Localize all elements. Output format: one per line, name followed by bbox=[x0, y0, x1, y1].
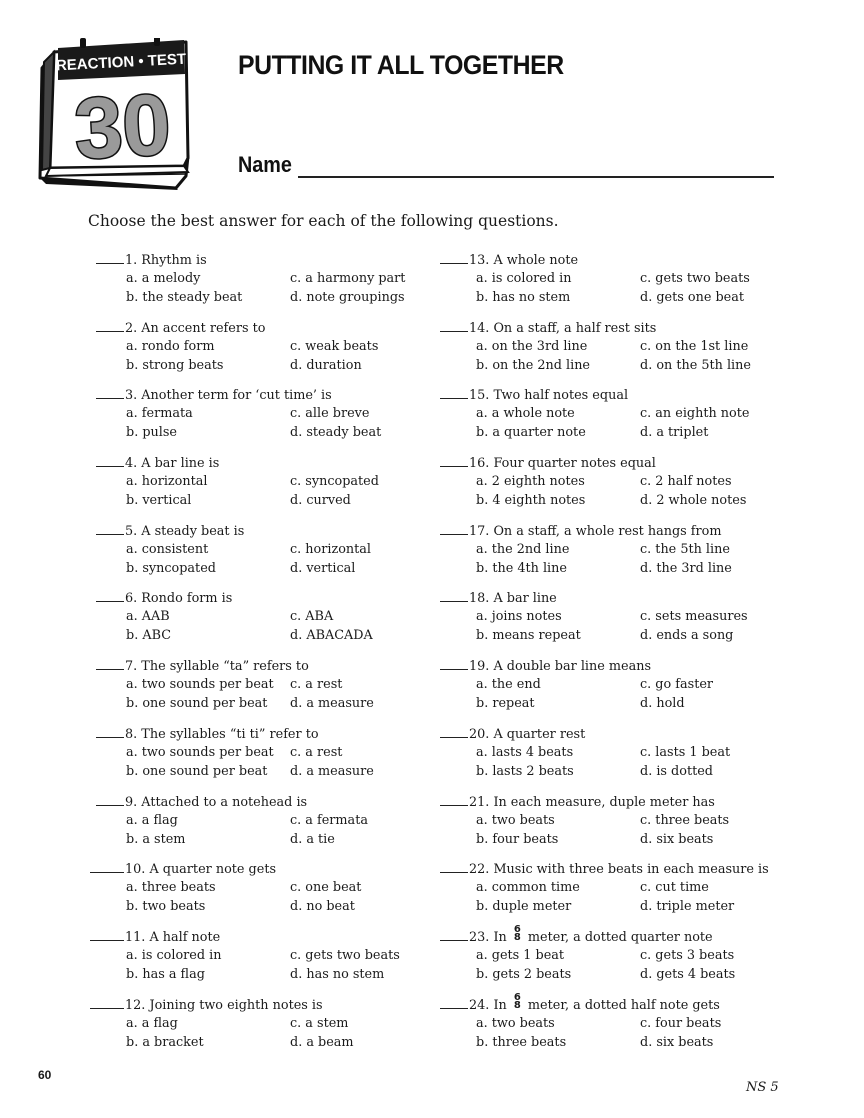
question-number: 21. bbox=[469, 794, 490, 810]
question-stem: Joining two eighth notes is bbox=[149, 997, 323, 1013]
question-stem: In bbox=[493, 997, 507, 1013]
question-stem: On a staff, a half rest sits bbox=[493, 320, 657, 336]
answer-blank[interactable] bbox=[440, 724, 468, 738]
option-b: b. two beats bbox=[126, 899, 206, 915]
option-d: d. is dotted bbox=[640, 763, 714, 779]
option-d: d. a beam bbox=[290, 1034, 354, 1050]
question-stem: A steady beat is bbox=[141, 523, 245, 539]
option-c: c. gets two beats bbox=[640, 271, 750, 286]
question-7 bbox=[90, 656, 470, 724]
question-stem: Four quarter notes equal bbox=[493, 456, 656, 472]
option-a: a. horizontal bbox=[126, 474, 208, 490]
option-a: a. is colored in bbox=[126, 947, 222, 963]
question-10 bbox=[90, 859, 470, 927]
six-eight-time-signature: 6 8 bbox=[513, 924, 521, 944]
question-number: 23. bbox=[469, 929, 490, 945]
answer-blank[interactable] bbox=[440, 927, 468, 941]
question-stem: In each measure, duple meter has bbox=[493, 794, 715, 810]
answer-blank[interactable] bbox=[96, 588, 124, 602]
page-number: 60 bbox=[38, 1068, 52, 1082]
footer-code: NS 5 bbox=[746, 1080, 779, 1095]
option-d: d. steady beat bbox=[290, 425, 382, 441]
question-stem: A double bar line means bbox=[493, 659, 652, 675]
option-b: b. duple meter bbox=[476, 899, 572, 915]
option-b: b. on the 2nd line bbox=[476, 357, 591, 373]
option-a: a. three beats bbox=[126, 880, 216, 896]
option-c: c. a stem bbox=[290, 1015, 349, 1031]
option-c: c. on the 1st line bbox=[640, 338, 749, 354]
question-24 bbox=[440, 992, 820, 1063]
question-stem: In bbox=[493, 929, 507, 945]
option-b: b. four beats bbox=[476, 831, 559, 847]
option-c: c. syncopated bbox=[290, 474, 379, 490]
question-number: 10. bbox=[125, 862, 146, 878]
question-stem: Two half notes equal bbox=[493, 388, 629, 404]
option-a: a. two sounds per beat bbox=[126, 677, 274, 693]
question-number: 12. bbox=[125, 997, 146, 1013]
option-c: c. four beats bbox=[640, 1015, 722, 1031]
option-b: b. the 4th line bbox=[476, 560, 567, 576]
question-number: 4. bbox=[125, 456, 138, 472]
option-d: d. no beat bbox=[290, 899, 355, 915]
option-c: c. a fermata bbox=[290, 812, 368, 828]
question-stem: On a staff, a whole rest hangs from bbox=[493, 523, 722, 539]
option-d: d. on the 5th line bbox=[640, 357, 751, 373]
option-c: c. horizontal bbox=[290, 541, 372, 557]
question-number: 9. bbox=[125, 794, 138, 810]
option-c: c. sets measures bbox=[640, 609, 748, 625]
question-number: 6. bbox=[125, 591, 138, 607]
option-c: c. a rest bbox=[290, 677, 343, 693]
option-c: c. a rest bbox=[290, 744, 343, 760]
option-b: b. one sound per beat bbox=[126, 763, 268, 779]
option-c: c. a harmony part bbox=[290, 271, 406, 286]
question-stem: A half note bbox=[149, 929, 221, 945]
question-number: 20. bbox=[469, 726, 490, 742]
option-c: c. gets 3 beats bbox=[640, 947, 735, 963]
question-number: 16. bbox=[469, 456, 490, 472]
option-d: d. the 3rd line bbox=[640, 560, 732, 576]
option-a: a. gets 1 beat bbox=[476, 947, 565, 963]
option-d: d. ABACADA bbox=[290, 628, 373, 644]
question-number: 1. bbox=[125, 253, 138, 268]
option-a: a. 2 eighth notes bbox=[476, 474, 585, 490]
option-a: a. a whole note bbox=[476, 406, 575, 422]
option-d: d. duration bbox=[290, 357, 362, 373]
option-c: c. go faster bbox=[640, 677, 714, 693]
question-number: 2. bbox=[125, 320, 138, 336]
option-a: a. the end bbox=[476, 677, 541, 693]
answer-blank[interactable] bbox=[440, 521, 468, 535]
question-stem: meter, a dotted half note gets bbox=[527, 997, 720, 1013]
question-stem: Attached to a notehead is bbox=[141, 794, 308, 810]
question-stem: Rhythm is bbox=[141, 253, 207, 268]
option-d: d. 2 whole notes bbox=[640, 493, 747, 509]
question-21 bbox=[440, 792, 820, 860]
reaction-test-calendar-logo bbox=[36, 38, 196, 190]
option-a: a. a flag bbox=[126, 1015, 178, 1031]
option-a: a. a melody bbox=[126, 271, 201, 286]
option-d: d. a measure bbox=[290, 763, 374, 779]
question-4 bbox=[90, 453, 470, 521]
option-d: d. curved bbox=[290, 493, 351, 509]
badge-number: 30 bbox=[72, 76, 173, 178]
question-number: 14. bbox=[469, 320, 490, 336]
answer-blank[interactable] bbox=[96, 385, 124, 399]
option-b: b. a bracket bbox=[126, 1034, 204, 1050]
option-b: b. a quarter note bbox=[476, 425, 586, 441]
question-11 bbox=[90, 927, 470, 995]
name-field-line[interactable] bbox=[298, 176, 774, 178]
option-b: b. repeat bbox=[476, 696, 535, 712]
question-stem: A bar line bbox=[493, 591, 557, 607]
option-b: b. 4 eighth notes bbox=[476, 493, 586, 509]
option-c: c. an eighth note bbox=[640, 406, 750, 422]
question-number: 15. bbox=[469, 388, 490, 404]
six-eight-time-signature: 6 8 bbox=[513, 992, 521, 1012]
answer-blank[interactable] bbox=[90, 995, 124, 1009]
option-b: b. a stem bbox=[126, 831, 186, 847]
option-a: a. the 2nd line bbox=[476, 541, 570, 557]
option-a: a. on the 3rd line bbox=[476, 338, 588, 354]
question-3 bbox=[90, 385, 470, 453]
option-d: d. a tie bbox=[290, 831, 335, 847]
question-number: 22. bbox=[469, 862, 490, 878]
option-d: d. has no stem bbox=[290, 966, 385, 982]
option-b: b. three beats bbox=[476, 1034, 567, 1050]
question-number: 18. bbox=[469, 591, 490, 607]
answer-blank[interactable] bbox=[90, 859, 124, 873]
option-c: c. three beats bbox=[640, 812, 730, 828]
question-stem: An accent refers to bbox=[141, 320, 266, 336]
option-b: b. one sound per beat bbox=[126, 696, 268, 712]
option-a: a. common time bbox=[476, 880, 580, 896]
question-number: 3. bbox=[125, 388, 138, 404]
question-22 bbox=[440, 859, 820, 927]
question-9 bbox=[90, 792, 470, 860]
questions-column-right bbox=[440, 250, 820, 1062]
question-number: 17. bbox=[469, 523, 490, 539]
answer-blank[interactable] bbox=[96, 656, 124, 670]
option-a: a. AAB bbox=[126, 609, 170, 625]
question-2 bbox=[90, 318, 470, 386]
page-title: PUTTING IT ALL TOGETHER bbox=[238, 50, 564, 80]
answer-blank[interactable] bbox=[440, 792, 468, 806]
question-stem: Music with three beats in each measure is bbox=[493, 862, 769, 878]
question-17 bbox=[440, 521, 820, 589]
question-number: 7. bbox=[125, 659, 138, 675]
option-d: d. ends a song bbox=[640, 628, 734, 644]
option-c: c. alle breve bbox=[290, 406, 370, 422]
option-c: c. one beat bbox=[290, 880, 362, 896]
answer-blank[interactable] bbox=[96, 318, 124, 332]
question-number: 19. bbox=[469, 659, 490, 675]
answer-blank[interactable] bbox=[440, 453, 468, 467]
option-a: a. consistent bbox=[126, 541, 209, 557]
question-stem: A quarter note gets bbox=[149, 862, 277, 878]
question-5 bbox=[90, 521, 470, 589]
option-a: a. joins notes bbox=[476, 609, 562, 625]
question-14 bbox=[440, 318, 820, 386]
option-a: a. lasts 4 beats bbox=[476, 744, 574, 760]
option-d: d. hold bbox=[640, 696, 685, 712]
question-number: 11. bbox=[125, 929, 146, 945]
question-stem: Another term for ‘cut time’ is bbox=[141, 388, 332, 404]
answer-blank[interactable] bbox=[96, 792, 124, 806]
option-d: d. gets one beat bbox=[640, 290, 744, 305]
option-b: b. has a flag bbox=[126, 966, 205, 982]
question-18 bbox=[440, 588, 820, 656]
option-c: c. cut time bbox=[640, 880, 709, 896]
question-number: 24. bbox=[469, 997, 490, 1013]
question-number: 13. bbox=[469, 253, 490, 268]
option-b: b. means repeat bbox=[476, 628, 581, 644]
option-a: a. a flag bbox=[126, 812, 178, 828]
instructions: Choose the best answer for each of the following questions. bbox=[88, 212, 559, 230]
option-a: a. two beats bbox=[476, 812, 555, 828]
question-12 bbox=[90, 995, 470, 1063]
answer-blank[interactable] bbox=[96, 453, 124, 467]
answer-blank[interactable] bbox=[440, 250, 468, 264]
option-a: a. two beats bbox=[476, 1015, 555, 1031]
option-b: b. has no stem bbox=[476, 290, 571, 305]
option-d: d. vertical bbox=[290, 560, 356, 576]
answer-blank[interactable] bbox=[90, 927, 124, 941]
option-c: c. ABA bbox=[290, 609, 334, 625]
badge-label: REACTION • TEST bbox=[55, 50, 187, 75]
question-20 bbox=[440, 724, 820, 792]
question-stem: A bar line is bbox=[141, 456, 220, 472]
option-d: d. gets 4 beats bbox=[640, 966, 736, 982]
option-b: b. the steady beat bbox=[126, 290, 243, 305]
option-b: b. lasts 2 beats bbox=[476, 763, 574, 779]
question-stem: meter, a dotted quarter note bbox=[527, 929, 713, 945]
option-d: d. six beats bbox=[640, 831, 714, 847]
answer-blank[interactable] bbox=[96, 250, 124, 264]
option-a: a. is colored in bbox=[476, 271, 572, 286]
question-number: 5. bbox=[125, 523, 138, 539]
option-b: b. ABC bbox=[126, 628, 172, 644]
name-label: Name bbox=[238, 152, 292, 177]
option-a: a. rondo form bbox=[126, 338, 215, 354]
answer-blank[interactable] bbox=[440, 588, 468, 602]
answer-blank[interactable] bbox=[440, 385, 468, 399]
answer-blank[interactable] bbox=[96, 724, 124, 738]
option-c: c. 2 half notes bbox=[640, 474, 732, 490]
question-stem: A quarter rest bbox=[493, 726, 586, 742]
option-a: a. two sounds per beat bbox=[126, 744, 274, 760]
question-6 bbox=[90, 588, 470, 656]
questions-column-left bbox=[90, 250, 470, 1062]
question-stem: The syllables “ti ti” refer to bbox=[141, 726, 319, 742]
option-b: b. vertical bbox=[126, 493, 192, 509]
option-c: c. gets two beats bbox=[290, 947, 400, 963]
question-stem: A whole note bbox=[493, 253, 579, 268]
question-16 bbox=[440, 453, 820, 521]
option-d: d. six beats bbox=[640, 1034, 714, 1050]
option-b: b. syncopated bbox=[126, 560, 216, 576]
question-stem: The syllable “ta” refers to bbox=[141, 659, 309, 675]
option-c: c. weak beats bbox=[290, 338, 379, 354]
option-d: d. triple meter bbox=[640, 899, 735, 915]
question-number: 8. bbox=[125, 726, 138, 742]
option-d: d. a measure bbox=[290, 696, 374, 712]
answer-blank[interactable] bbox=[96, 521, 124, 535]
option-a: a. fermata bbox=[126, 406, 193, 422]
option-b: b. gets 2 beats bbox=[476, 966, 572, 982]
question-19 bbox=[440, 656, 820, 724]
answer-blank[interactable] bbox=[440, 656, 468, 670]
answer-blank[interactable] bbox=[440, 859, 468, 873]
answer-blank[interactable] bbox=[440, 995, 468, 1009]
question-8 bbox=[90, 724, 470, 792]
question-13 bbox=[440, 250, 820, 318]
question-1 bbox=[90, 250, 470, 318]
question-23 bbox=[440, 924, 820, 995]
option-b: b. pulse bbox=[126, 425, 177, 441]
option-d: d. note groupings bbox=[290, 290, 405, 305]
option-d: d. a triplet bbox=[640, 425, 709, 441]
option-c: c. the 5th line bbox=[640, 541, 730, 557]
question-15 bbox=[440, 385, 820, 453]
option-c: c. lasts 1 beat bbox=[640, 744, 731, 760]
answer-blank[interactable] bbox=[440, 318, 468, 332]
question-stem: Rondo form is bbox=[141, 591, 233, 607]
option-b: b. strong beats bbox=[126, 357, 224, 373]
